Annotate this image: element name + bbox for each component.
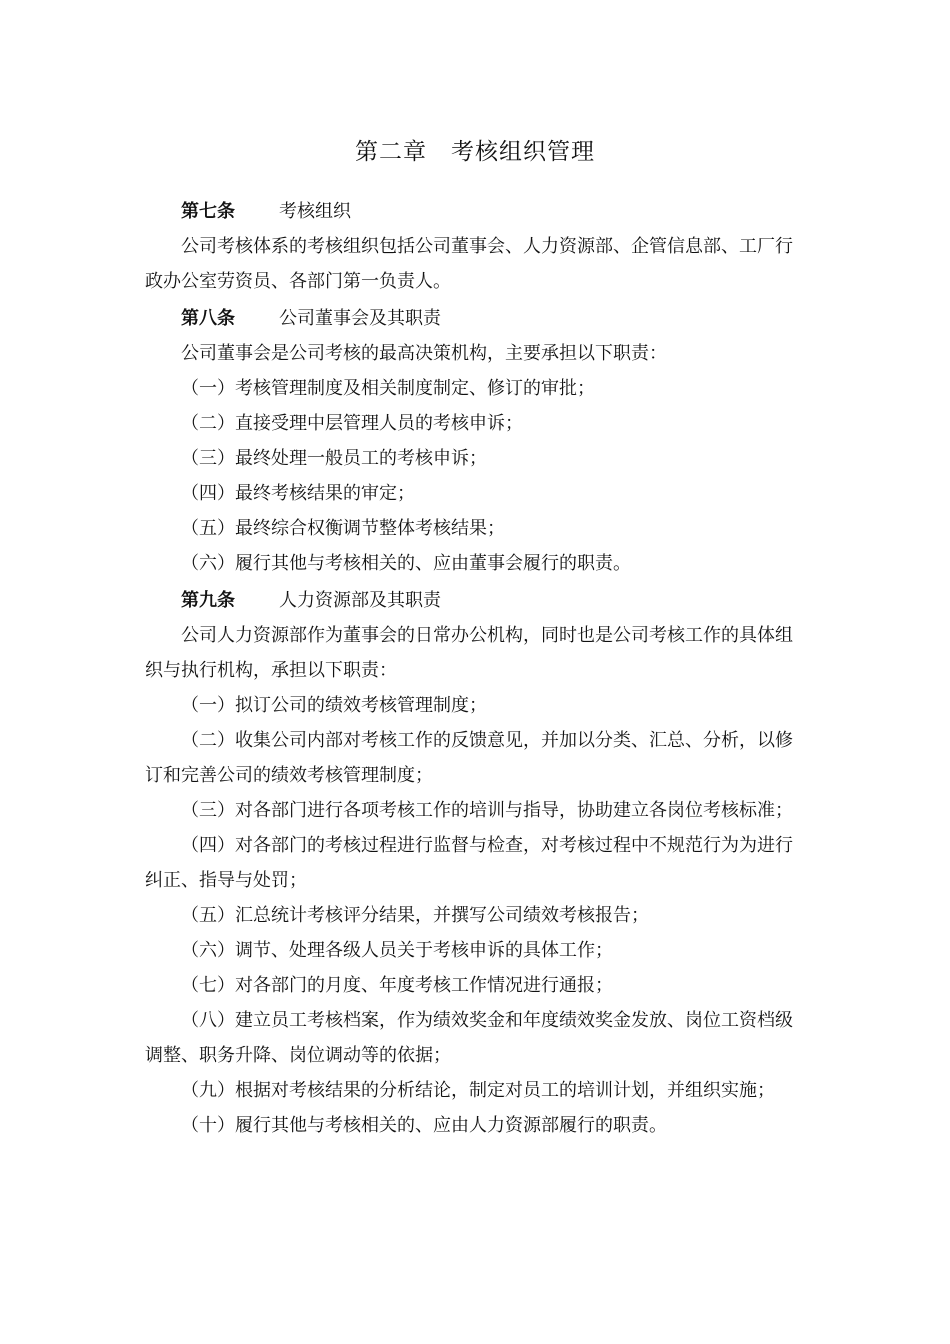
article-8-intro: 公司董事会是公司考核的最高决策机构，主要承担以下职责： <box>181 343 667 364</box>
article-9-item-2: （二）收集公司内部对考核工作的反馈意见，并加以分类、汇总、分析，以修订和完善公司的绩效考核管理制度； <box>145 730 793 786</box>
article-9-number: 第九条 <box>181 590 235 611</box>
article-8-item-1: （一）考核管理制度及相关制度制定、修订的审批； <box>181 378 595 399</box>
article-9-item-5: （五）汇总统计考核评分结果，并撰写公司绩效考核报告； <box>181 905 649 926</box>
chapter-number: 第二章 <box>355 139 427 165</box>
article-9-intro: 公司人力资源部作为董事会的日常办公机构，同时也是公司考核工作的具体组织与执行机构，承担以下职责： <box>145 625 793 681</box>
article-7-title: 考核组织 <box>279 201 351 222</box>
article-9-item-6: （六）调节、处理各级人员关于考核申诉的具体工作； <box>181 940 613 961</box>
article-9-item-7: （七）对各部门的月度、年度考核工作情况进行通报； <box>181 975 613 996</box>
article-8-item-6: （六）履行其他与考核相关的、应由董事会履行的职责。 <box>181 553 631 574</box>
article-9-item-4: （四）对各部门的考核过程进行监督与检查，对考核过程中不规范行为为进行纠正、指导与处罚； <box>145 835 793 891</box>
article-9-item-1: （一）拟订公司的绩效考核管理制度； <box>181 695 487 716</box>
chapter-name: 考核组织管理 <box>451 139 595 165</box>
chapter-title <box>145 132 805 172</box>
article-9-item-9: （九）根据对考核结果的分析结论，制定对员工的培训计划，并组织实施； <box>181 1080 775 1101</box>
article-8-item-4: （四）最终考核结果的审定； <box>181 483 415 504</box>
article-7-heading <box>145 194 805 229</box>
article-9-item-10: （十）履行其他与考核相关的、应由人力资源部履行的职责。 <box>181 1115 667 1136</box>
article-9-heading <box>145 583 805 618</box>
article-8-title: 公司董事会及其职责 <box>279 308 441 329</box>
article-8-number: 第八条 <box>181 308 235 329</box>
article-8-heading <box>145 301 805 336</box>
article-7-text: 公司考核体系的考核组织包括公司董事会、人力资源部、企管信息部、工厂行政办公室劳资员、各部门第一负责人。 <box>145 236 793 292</box>
article-8-item-2: （二）直接受理中层管理人员的考核申诉； <box>181 413 523 434</box>
article-7-number: 第七条 <box>181 201 235 222</box>
article-8-item-5: （五）最终综合权衡调节整体考核结果； <box>181 518 505 539</box>
article-9-item-8: （八）建立员工考核档案，作为绩效奖金和年度绩效奖金发放、岗位工资档级调整、职务升降、岗位调动等的依据； <box>145 1010 793 1066</box>
article-8-item-3: （三）最终处理一般员工的考核申诉； <box>181 448 487 469</box>
article-9-title: 人力资源部及其职责 <box>279 590 441 611</box>
article-9-item-3: （三）对各部门进行各项考核工作的培训与指导，协助建立各岗位考核标准； <box>181 800 793 821</box>
